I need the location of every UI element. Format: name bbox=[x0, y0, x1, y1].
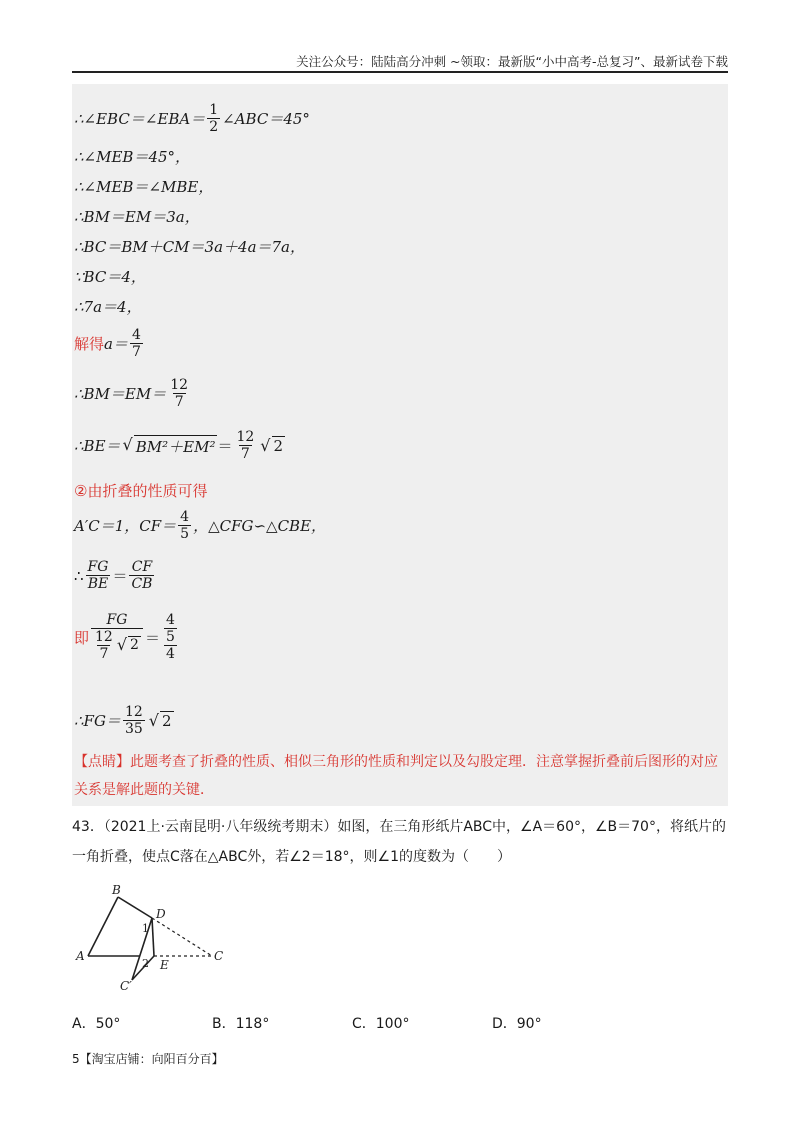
label-D: D bbox=[156, 907, 166, 921]
solution-line-15: ∴FG＝ $\frac{12}{35}$ √ 2 bbox=[74, 704, 172, 738]
label-C: C bbox=[214, 949, 224, 963]
option-a[interactable]: A．50° bbox=[72, 1016, 121, 1032]
solution-line-12: A′C＝1，CF＝ $\frac{4}{5}$ ，△CFG∽△CBE， bbox=[74, 509, 327, 543]
solution-box bbox=[72, 84, 728, 806]
label-angle-2: 2 bbox=[142, 957, 149, 970]
header-rule bbox=[72, 71, 728, 73]
question-text: 43．（2021上·云南昆明·八年级统考期末）如图，在三角形纸片ABC中，∠A＝60°，∠B＝70°，将纸片的一角折叠，使点C落在△ABC外，若∠2＝18°，则∠1的度数为（ ） bbox=[72, 819, 726, 865]
solution-line-3: ∴∠MEB＝∠MBE， bbox=[74, 178, 214, 196]
solution-line-10: ∴BE＝ √ BM²＋EM² ＝ $\frac{12}{7}$ √ 2 bbox=[74, 429, 284, 463]
solution-line-7: ∴7a＝4， bbox=[74, 298, 142, 316]
tip-note: 【点睛】此题考查了折叠的性质、相似三角形的性质和判定以及勾股定理．注意掌握折叠前后图形的对应关系是解此题的关键． bbox=[74, 754, 718, 798]
solution-line-1: ∴∠EBC＝∠EBA＝ $\frac{1}{2}$ ∠ABC＝45° bbox=[74, 102, 310, 136]
solution-line-6: ∵BC＝4， bbox=[74, 268, 146, 286]
solution-line-4: ∴BM＝EM＝3a， bbox=[74, 208, 200, 226]
label-B: B bbox=[112, 883, 121, 897]
triangle-figure bbox=[72, 880, 242, 995]
label-E: E bbox=[160, 958, 169, 972]
page-header: 关注公众号：陆陆高分冲刺 ~领取：最新版“小中高考-总复习”、最新试卷下载 bbox=[296, 54, 728, 69]
page-footer: 5【淘宝店铺：向阳百分百】 bbox=[72, 1052, 224, 1066]
solution-line-5: ∴BC＝BM＋CM＝3a＋4a＝7a， bbox=[74, 238, 305, 256]
solution-line-13: ∴ $\frac{FG}{BE}$ ＝ $\frac{CF}{CB}$ bbox=[74, 559, 153, 593]
option-c[interactable]: C．100° bbox=[352, 1016, 410, 1032]
label-angle-1: 1 bbox=[142, 922, 149, 935]
label-A: A bbox=[76, 949, 85, 963]
solution-line-2: ∴∠MEB＝45°， bbox=[74, 148, 191, 166]
solution-line-9: ∴BM＝EM＝ $\frac{12}{7}$ bbox=[74, 377, 189, 411]
solution-line-8: 解得 a＝ $\frac{4}{7}$ bbox=[74, 327, 141, 361]
option-b[interactable]: B．118° bbox=[212, 1016, 270, 1032]
label-C-prime: C′ bbox=[120, 979, 132, 993]
fraction: $\frac{1}{2}$ bbox=[209, 102, 219, 136]
option-d[interactable]: D．90° bbox=[492, 1016, 542, 1032]
solution-line-14: 即 FG $\frac{12}{7}$ √ 2 ＝ $\frac{\frac{4}{5}}{4}$ bbox=[74, 612, 175, 663]
solution-line-11: ②由折叠的性质可得 bbox=[74, 482, 208, 500]
answer-options bbox=[72, 1013, 728, 1033]
